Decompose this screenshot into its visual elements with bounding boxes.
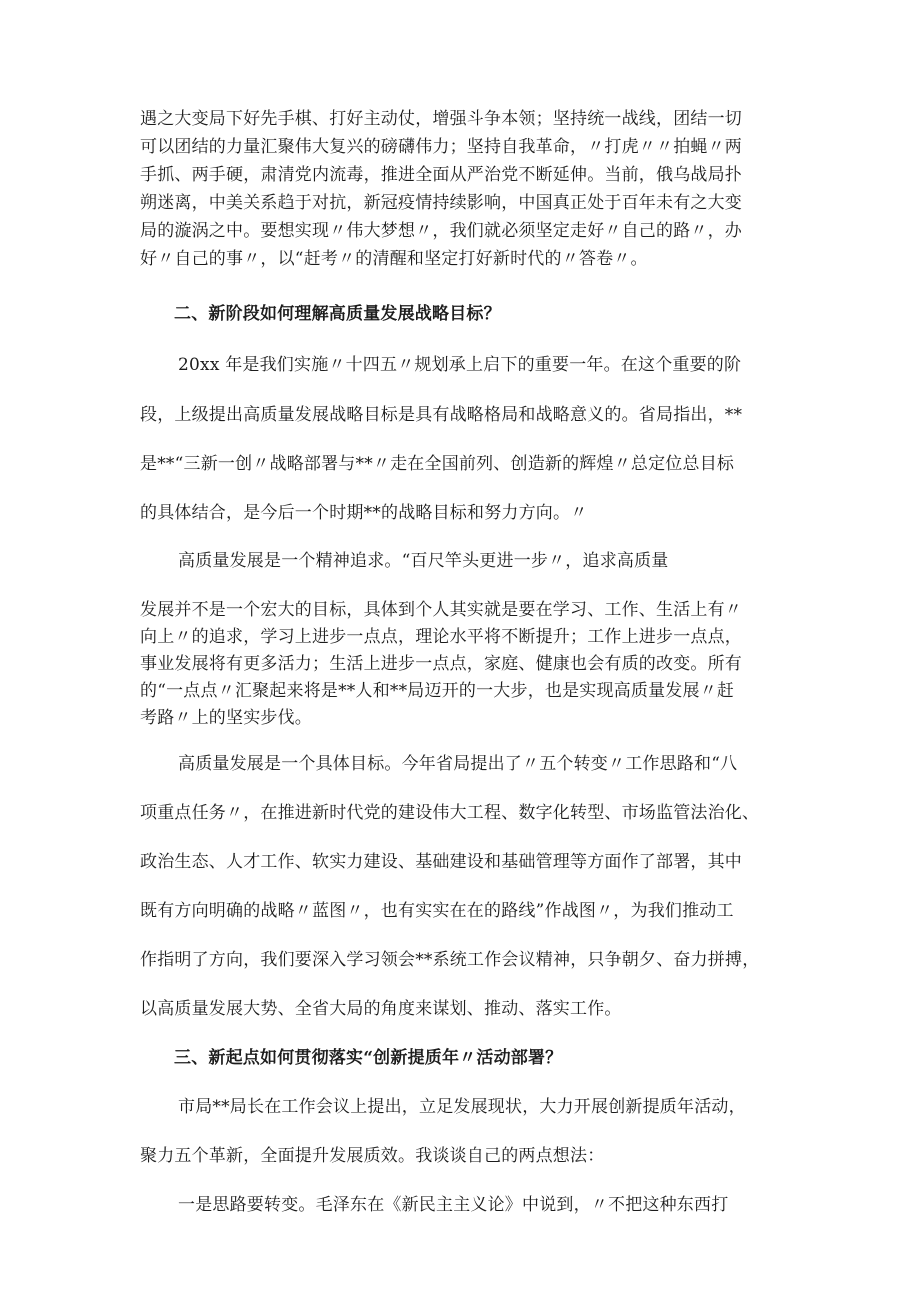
paragraph-3-line-4: 事业发展将有更多活力；生活上进步一点点，家庭、健康也会有质的改变。所有 — [140, 654, 742, 674]
paragraph-3-line-1: 高质量发展是一个精神追求。“百尺竿头更进一步〃，追求高质量 — [178, 551, 669, 571]
paragraph-3-line-6: 考路〃上的坚实步伐。 — [140, 708, 312, 728]
paragraph-1-line-4: 朔迷离，中美关系趋于对抗，新冠疫情持续影响，中国真正处于百年未有之大变 — [140, 193, 742, 213]
paragraph-1-line-2: 可以团结的力量汇聚伟大复兴的磅礴伟力；坚持自我革命，〃打虎〃〃拍蝇〃两 — [140, 137, 742, 157]
paragraph-3-line-3: 向上〃的追求，学习上进步一点点，理论水平将不断提升；工作上进步一点点， — [140, 627, 742, 647]
paragraph-4-line-6: 以高质量发展大势、全省大局的角度来谋划、推动、落实工作。 — [140, 999, 622, 1019]
paragraph-2-line-3: 是**“三新一创〃战略部署与**〃走在全国前列、创造新的辉煌〃总定位总目标 — [140, 454, 735, 474]
paragraph-1-line-6: 好〃自己的事〃，以“赶考〃的清醒和坚定打好新时代的〃答卷〃。 — [140, 249, 648, 269]
paragraph-4-line-2: 项重点任务〃，在推进新时代党的建设伟大工程、数字化转型、市场监管法治化、 — [140, 803, 760, 823]
paragraph-1-line-1: 遇之大变局下好先手棋、打好主动仗，增强斗争本领；坚持统一战线，团结一切 — [140, 109, 742, 129]
paragraph-3-line-2: 发展并不是一个宏大的目标，具体到个人其实就是要在学习、工作、生活上有〃 — [140, 600, 742, 620]
paragraph-5-line-2: 聚力五个革新，全面提升发展质效。我谈谈自己的两点想法： — [140, 1146, 605, 1166]
paragraph-1-line-5: 局的漩涡之中。要想实现〃伟大梦想〃，我们就必须坚定走好〃自己的路〃，办 — [140, 221, 742, 241]
paragraph-2-line-4: 的具体结合，是今后一个时期**的战略目标和努力方向。〃 — [140, 503, 588, 523]
paragraph-1-line-3: 手抓、两手硬，肃清党内流毒，推进全面从严治党不断延伸。当前，俄乌战局扑 — [140, 165, 742, 185]
paragraph-3-line-5: 的“一点点〃汇聚起来将是**人和**局迈开的一大步，也是实现高质量发展〃赶 — [140, 681, 735, 701]
paragraph-2-line-2: 段，上级提出高质量发展战略目标是具有战略格局和战略意义的。省局指出，** — [140, 405, 743, 425]
paragraph-4-line-1: 高质量发展是一个具体目标。今年省局提出了〃五个转变〃工作思路和“八 — [178, 754, 738, 774]
paragraph-4-line-3: 政治生态、人才工作、软实力建设、基础建设和基础管理等方面作了部署，其中 — [140, 852, 742, 872]
section-heading-2: 二、新阶段如何理解高质量发展战略目标？ — [174, 304, 501, 324]
paragraph-5-line-1: 市局**局长在工作会议上提出，立足发展现状，大力开展创新提质年活动， — [178, 1097, 746, 1117]
paragraph-4-line-5: 作指明了方向，我们要深入学习领会**系统工作会议精神，只争朝夕、奋力拼搏， — [140, 950, 760, 970]
paragraph-4-line-4: 既有方向明确的战略〃蓝图〃，也有实实在在的路线”作战图〃，为我们推动工 — [140, 901, 734, 921]
section-heading-3: 三、新起点如何贯彻落实“创新提质年〃活动部署？ — [174, 1048, 563, 1068]
paragraph-2-line-1: 20xx 年是我们实施〃十四五〃规划承上启下的重要一年。在这个重要的阶 — [178, 355, 742, 375]
paragraph-6-line-1: 一是思路要转变。毛泽东在《新民主主义论》中说到，〃不把这种东西打 — [178, 1195, 729, 1215]
